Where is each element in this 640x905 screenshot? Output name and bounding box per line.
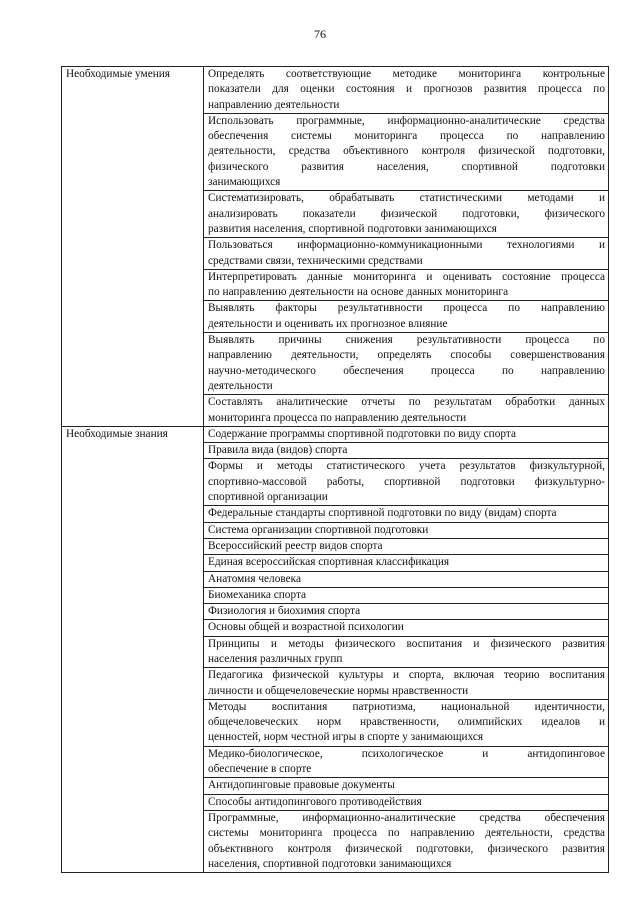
cell-line: по направлению деятельности на основе данных мониторинга [208,286,509,299]
cell-line: населения, спортивной подготовки занимающихся [208,857,452,870]
cell-line: Выявлять факторы результативности процесса по направлению [208,302,605,315]
cell-line: Методы воспитания патриотизма, национальной идентичности, [208,700,605,713]
cell-line: Биомеханика спорта [208,588,307,601]
cell-line: деятельности, средства объективного контроля физической подготовки, [208,145,605,158]
requirement-cell [204,538,609,554]
cell-line: Медико-биологическое, психологическое и антидопинговое [208,747,605,760]
requirement-cell [204,746,609,778]
cell-line: Система организации спортивной подготовки [208,523,429,536]
cell-line: физического развития населения, спортивной подготовки [208,160,605,173]
requirement-cell [204,269,609,301]
cell-line: Федеральные стандарты спортивной подготовки по виду (видам) спорта [208,507,557,520]
cell-line: Пользоваться информационно-коммуникационными технологиями и [208,239,605,252]
requirement-cell [204,459,609,506]
requirement-cell [204,604,609,620]
requirement-cell [204,522,609,538]
cell-line: Составлять аналитические отчеты по результатам обработки данных [208,396,605,409]
requirement-cell [204,506,609,522]
cell-line: Интерпретировать данные мониторинга и оценивать состояние процесса [208,270,605,283]
cell-line: развития населения, спортивной подготовки занимающихся [208,222,497,235]
cell-line: средствами связи, техническими средствами [208,254,423,267]
section-label: Необходимые знания [62,426,204,872]
cell-line: деятельности и оценивать их прогнозное влияние [208,317,448,330]
cell-line: системы мониторинга процесса по направлению деятельности, средства [208,827,605,840]
cell-line: Основы общей и возрастной психологии [208,621,404,634]
requirement-cell [204,778,609,794]
cell-line: Антидопинговые правовые документы [208,779,395,792]
cell-line: занимающихся [208,176,281,189]
cell-line: Способы антидопингового противодействия [208,795,422,808]
cell-line: направлению деятельности [208,98,340,111]
cell-line: мониторинга процесса по направлению деятельности [208,411,467,424]
requirement-cell [204,301,609,333]
section-label: Необходимые умения [62,67,204,427]
cell-line: спортивной организации [208,491,328,504]
cell-line: Анатомия человека [208,572,301,585]
requirement-cell [204,443,609,459]
cell-line: Определять соответствующие методике мониторинга контрольные [208,68,605,80]
requirement-cell [204,333,609,395]
page-number: 76 [314,27,326,41]
cell-line: объективного контроля физической подготовки, физического развития [208,842,605,855]
requirement-cell [204,794,609,810]
requirement-cell [204,113,609,190]
requirement-cell [204,810,609,872]
cell-line: Принципы и методы физического воспитания и физического развития [208,637,605,650]
requirement-cell [204,238,609,270]
requirement-cell [204,699,609,746]
cell-line: Единая всероссийская спортивная классификация [208,556,450,569]
cell-line: обеспечения системы мониторинга процесса по направлению [208,130,605,143]
requirement-cell [204,636,609,668]
cell-line: Выявлять причины снижения результативности процесса по [208,334,605,347]
table-row [62,426,609,442]
cell-line: населения различных групп [208,652,343,665]
cell-line: анализировать показатели физической подготовки, физического [208,207,605,220]
requirement-cell [204,571,609,587]
cell-line: Правила вида (видов) спорта [208,444,348,457]
requirement-cell [204,668,609,700]
cell-line: Использовать программные, информационно-аналитические средства [208,114,605,127]
cell-line: Формы и методы статистического учета результатов физкультурной, [208,460,605,473]
requirement-cell [204,555,609,571]
requirement-cell [204,587,609,603]
cell-line: показатели для оценки состояния и прогнозов развития процесса по [208,83,605,96]
cell-line: Физиология и биохимия спорта [208,605,361,618]
cell-line: Программные, информационно-аналитические средства обеспечения [208,811,605,824]
requirement-cell [204,191,609,238]
table-row [62,67,609,114]
cell-line: научно-методического обеспечения процесса по направлению [208,364,605,377]
cell-line: Систематизировать, обрабатывать статистическими методами и [208,192,605,205]
cell-line: деятельности [208,379,273,392]
requirement-cell [204,620,609,636]
requirements-table [61,66,609,873]
cell-line: обеспечение в спорте [208,763,312,776]
requirement-cell [204,426,609,442]
requirement-cell [204,67,609,114]
cell-line: общечеловеческих норм нравственности, олимпийских идеалов и [208,716,605,729]
requirement-cell [204,395,609,427]
cell-line: личности и общечеловеческие нормы нравственности [208,684,469,697]
cell-line: ценностей, норм честной игры в спорте у занимающихся [208,731,484,744]
cell-line: спортивно-массовой работы, спортивной подготовки физкультурно- [208,475,605,488]
cell-line: Содержание программы спортивной подготовки по виду спорта [208,427,516,440]
cell-line: Педагогика физической культуры и спорта, включая теорию воспитания [208,669,605,682]
cell-line: Всероссийский реестр видов спорта [208,539,383,552]
cell-line: направлению деятельности, определять способы совершенствования [208,349,605,362]
